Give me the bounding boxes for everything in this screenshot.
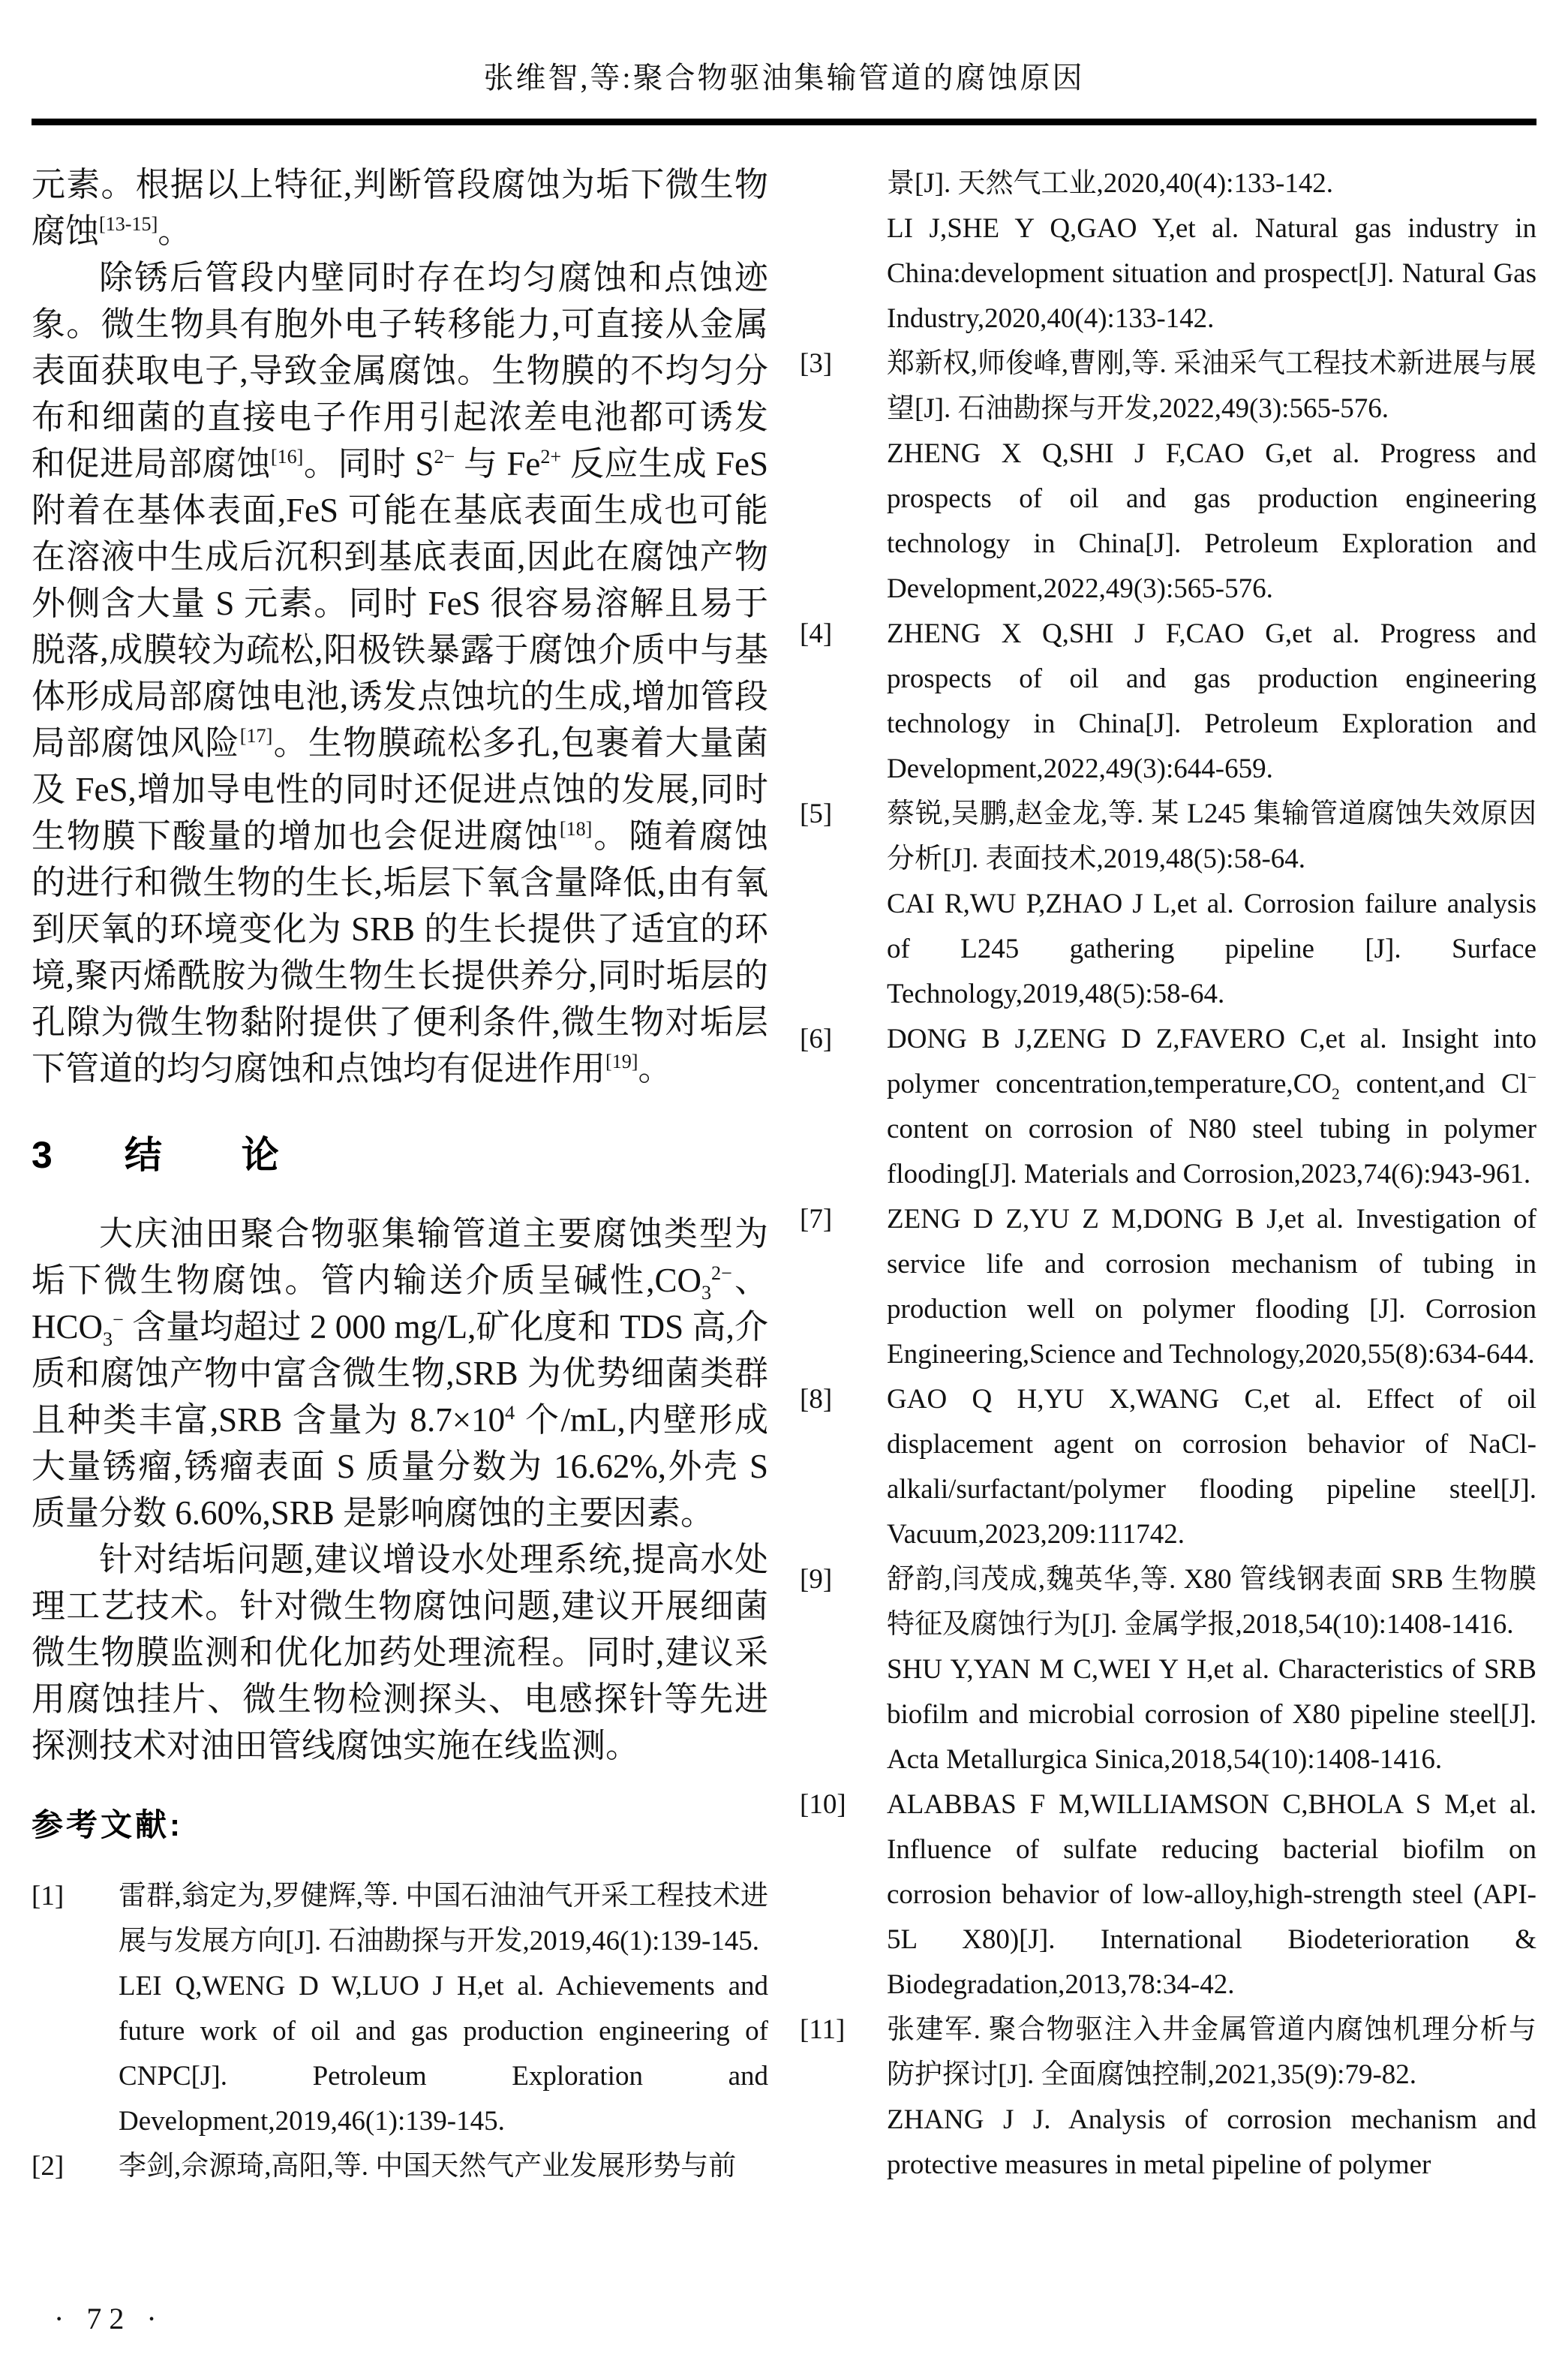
reference-label: [6] bbox=[800, 1024, 833, 1054]
references-heading: 参考文献: bbox=[32, 1807, 183, 1842]
reference-label: [4] bbox=[800, 618, 833, 649]
reference-label: [11] bbox=[800, 2014, 846, 2045]
reference-item bbox=[32, 2144, 768, 2189]
reference-text: SHU Y,YAN M C,WEI Y H,et al. Characteristics of SRB biofilm and microbial corrosion of X80 pipeline steel[J]. Acta Metallurgica Sinica,2018,54(10):1408-1416. bbox=[887, 1654, 1536, 1775]
section-heading bbox=[32, 1132, 768, 1177]
reference-label: [8] bbox=[800, 1384, 833, 1415]
reference-text: LI J,SHE Y Q,GAO Y,et al. Natural gas industry in China:development situation and prospect[J]. Natural Gas Industry,2020,40(4):133-142. bbox=[887, 213, 1536, 334]
header-rule bbox=[32, 119, 1536, 125]
reference-text: 张建军. 聚合物驱注入井金属管道内腐蚀机理分析与防护探讨[J]. 全面腐蚀控制,2021,35(9):79-82. bbox=[887, 2014, 1536, 2090]
running-title: 张维智,等:聚合物驱油集输管道的腐蚀原因 bbox=[483, 61, 1085, 95]
reference-text: 景[J]. 天然气工业,2020,40(4):133-142. bbox=[887, 168, 1334, 199]
section-number: 3 bbox=[32, 1134, 53, 1176]
reference-text: 蔡锐,吴鹏,赵金龙,等. 某 L245 集输管道腐蚀失效原因分析[J]. 表面技术,2019,48(5):58-64. bbox=[887, 799, 1536, 874]
reference-label: [1] bbox=[32, 1881, 65, 1911]
reference-item-continued bbox=[800, 161, 1536, 341]
conclusion-paragraph: 大庆油田聚合物驱集输管道主要腐蚀类型为垢下微生物腐蚀。管内输送介质呈碱性$,CO_3^{2-}$、$HCO_3^-$ 含量均超过 2 000 mg/L,矿化度和 TDS 高,介质和腐蚀产物中富含微生物,SRB 为优势细菌类群且种类丰富,SRB 含量为 $8.7\times 10^4$ 个/mL,内壁形成大量锈瘤,锈瘤表面 S 质量分数为 16.62%,外壳 S 质量分数 6.60%,SRB 是影响腐蚀的主要因素。 bbox=[32, 1215, 768, 1532]
reference-label: [9] bbox=[800, 1564, 833, 1595]
section-title: 结 论 bbox=[124, 1134, 281, 1176]
right-column bbox=[800, 161, 1536, 2189]
reference-label: [10] bbox=[800, 1789, 846, 1820]
reference-text: ZHENG X Q,SHI J F,CAO G,et al. Progress and prospects of oil and gas production engineering technology in China[J]. Petroleum Exploration and Development,2022,49(3):644-659. bbox=[887, 618, 1536, 784]
reference-text: GAO Q H,YU X,WANG C,et al. Effect of oil displacement agent on corrosion behavior of NaCl-alkali/surfactant/polymer flooding pipeline steel[J]. Vacuum,2023,209:111742. bbox=[887, 1384, 1536, 1550]
reference-text: DONG B J,ZENG D Z,FAVERO C,et al. Insight into polymer $concentration,temperature,CO_2$ content,and Cl− content on corrosion of N80 steel tubing in polymer flooding[J]. Materials and Corrosion,2023,74(6):943-961. bbox=[887, 1024, 1536, 1190]
body-paragraph: 元素。根据以上特征,判断管段腐蚀为垢下微生物腐蚀[13-15]。 bbox=[32, 166, 768, 250]
page-number: · 72 · bbox=[54, 2302, 164, 2335]
reference-text: ALABBAS F M,WILLIAMSON C,BHOLA S M,et al. Influence of sulfate reducing bacterial biofilm on corrosion behavior of low-alloy,high-strength steel (API-5L X80)[J]. International Biodeterioration & Biodegradation,2013,78:34-42. bbox=[887, 1789, 1536, 2000]
reference-text: ZHENG X Q,SHI J F,CAO G,et al. Progress and prospects of oil and gas production engineering technology in China[J]. Petroleum Exploration and Development,2022,49(3):565-576. bbox=[887, 438, 1536, 604]
reference-item bbox=[800, 1557, 1536, 1782]
reference-item bbox=[32, 1874, 768, 2144]
reference-text: 郑新权,师俊峰,曹刚,等. 采油采气工程技术新进展与展望[J]. 石油勘探与开发,2022,49(3):565-576. bbox=[887, 348, 1536, 424]
reference-text: LEI Q,WENG D W,LUO J H,et al. Achievements and future work of oil and gas production engineering of CNPC[J]. Petroleum Exploration and Development,2019,46(1):139-145. bbox=[119, 1971, 768, 2137]
body-paragraph: 除锈后管段内壁同时存在均匀腐蚀和点蚀迹象。微生物具有胞外电子转移能力,可直接从金属表面获取电子,导致金属腐蚀。生物膜的不均匀分布和细菌的直接电子作用引起浓差电池都可诱发和促进局部腐蚀[16]。同时 $S^{2-}$ 与 $Fe^{2+}$ 反应生成 FeS 附着在基体表面,FeS 可能在基底表面生成也可能在溶液中生成后沉积到基底表面,因此在腐蚀产物外侧含大量 S 元素。同时 FeS 很容易溶解且易于脱落,成膜较为疏松,阳极铁暴露于腐蚀介质中与基体形成局部腐蚀电池,诱发点蚀坑的生成,增加管段局部腐蚀风险[17]。生物膜疏松多孔,包裹着大量菌及 FeS,增加导电性的同时还促进点蚀的发展,同时生物膜下酸量的增加也会促进腐蚀[18]。随着腐蚀的进行和微生物的生长,垢层下氧含量降低,由有氧到厌氧的环境变化为 SRB 的生长提供了适宜的环境,聚丙烯酰胺为微生物生长提供养分,同时垢层的孔隙为微生物黏附提供了便利条件,微生物对垢层下管道的均匀腐蚀和点蚀均有促进作用[19]。 bbox=[32, 259, 768, 1087]
reference-label: [3] bbox=[800, 348, 833, 379]
reference-text: 雷群,翁定为,罗健辉,等. 中国石油油气开采工程技术进展与发展方向[J]. 石油勘探与开发,2019,46(1):139-145. bbox=[119, 1881, 768, 1956]
reference-item bbox=[800, 1377, 1536, 1557]
left-column bbox=[32, 161, 768, 2189]
conclusion-paragraph: 针对结垢问题,建议增设水处理系统,提高水处理工艺技术。针对微生物腐蚀问题,建议开展细菌微生物膜监测和优化加药处理流程。同时,建议采用腐蚀挂片、微生物检测探头、电感探针等先进探测技术对油田管线腐蚀实施在线监测。 bbox=[32, 1541, 768, 1764]
reference-item bbox=[800, 612, 1536, 792]
reference-item bbox=[800, 2008, 1536, 2188]
reference-item bbox=[800, 1782, 1536, 2008]
reference-item bbox=[800, 792, 1536, 1017]
reference-text: ZENG D Z,YU Z M,DONG B J,et al. Investigation of service life and corrosion mechanism of tubing in production well on polymer flooding [J]. Corrosion Engineering,Science and Technology,2020,55(8):634-644. bbox=[887, 1204, 1536, 1370]
reference-label: [5] bbox=[800, 799, 833, 829]
two-column-body bbox=[32, 161, 1536, 2189]
page-header bbox=[32, 60, 1536, 125]
reference-label: [2] bbox=[32, 2151, 65, 2182]
reference-text: CAI R,WU P,ZHAO J L,et al. Corrosion failure analysis of L245 gathering pipeline [J]. Surface Technology,2019,48(5):58-64. bbox=[887, 889, 1536, 1009]
reference-item bbox=[800, 1197, 1536, 1377]
reference-item bbox=[800, 1017, 1536, 1197]
reference-text: 李剑,佘源琦,高阳,等. 中国天然气产业发展形势与前 bbox=[119, 2151, 737, 2182]
reference-text: ZHANG J J. Analysis of corrosion mechanism and protective measures in metal pipeline of polymer bbox=[887, 2104, 1536, 2180]
reference-item bbox=[800, 341, 1536, 612]
reference-label: [7] bbox=[800, 1204, 833, 1235]
reference-text: 舒韵,闫茂成,魏英华,等. X80 管线钢表面 SRB 生物膜特征及腐蚀行为[J]. 金属学报,2018,54(10):1408-1416. bbox=[887, 1564, 1536, 1640]
